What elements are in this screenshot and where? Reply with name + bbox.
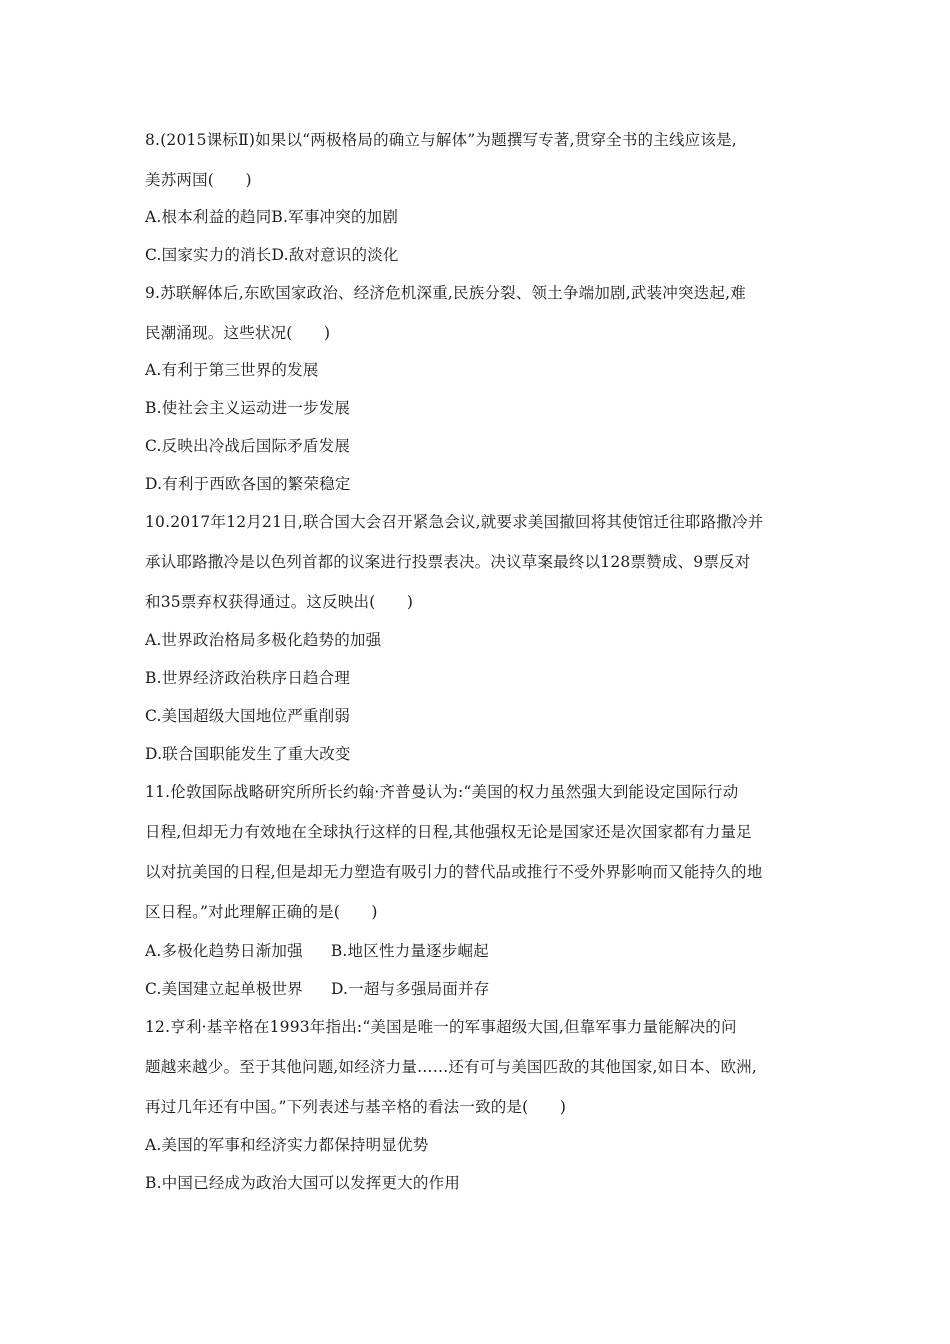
q11-stem-line-2: 日程,但却无力有效地在全球执行这样的日程,其他强权无论是国家还是次国家都有力量足: [145, 823, 752, 841]
q11-option-row-ab: [145, 941, 825, 961]
q12-stem-line-3: 再过几年还有中国。”下列表述与基辛格的看法一致的是( ): [145, 1098, 567, 1116]
q11-option-a: A.多极化趋势日渐加强: [145, 942, 303, 960]
q11-stem-line-1: 11.伦敦国际战略研究所所长约翰·齐普曼认为:“美国的权力虽然强大到能设定国际行动: [145, 783, 739, 801]
q9-option-d: D.有利于西欧各国的繁荣稳定: [145, 475, 351, 493]
q11-stem-line-4: 区日程。”对此理解正确的是( ): [145, 903, 378, 921]
q10-stem-line-2: 承认耶路撒冷是以色列首都的议案进行投票表决。决议草案最终以128票赞成、9票反对: [145, 553, 751, 571]
q12-option-b: B.中国已经成为政治大国可以发挥更大的作用: [145, 1174, 461, 1192]
q9-option-a: A.有利于第三世界的发展: [145, 361, 319, 379]
q11-option-c: C.美国建立起单极世界: [145, 980, 303, 998]
q9-stem-line-1: 9.苏联解体后,东欧国家政治、经济危机深重,民族分裂、领土争端加剧,武装冲突迭起,难: [145, 284, 746, 302]
q8-stem-line-1: 8.(2015课标Ⅱ)如果以“两极格局的确立与解体”为题撰写专著,贯穿全书的主线应该是,: [145, 131, 737, 149]
q12-option-a: A.美国的军事和经济实力都保持明显优势: [145, 1136, 429, 1154]
q11-option-row-cd: [145, 979, 825, 999]
q12-stem-line-1: 12.亨利·基辛格在1993年指出:“美国是唯一的军事超级大国,但靠军事力量能解决的问: [145, 1018, 737, 1036]
q8-stem-line-2: 美苏两国( ): [145, 171, 252, 189]
q10-option-c: C.美国超级大国地位严重削弱: [145, 707, 351, 725]
q10-option-b: B.世界经济政治秩序日趋合理: [145, 669, 351, 687]
q11-stem-line-3: 以对抗美国的日程,但是却无力塑造有吸引力的替代品或推行不受外界影响而又能持久的地: [145, 863, 763, 881]
q10-option-a: A.世界政治格局多极化趋势的加强: [145, 631, 382, 649]
q12-stem-line-2: 题越来越少。至于其他问题,如经济力量……还有可与美国匹敌的其他国家,如日本、欧洲,: [145, 1058, 757, 1076]
q8-option-ab: A.根本利益的趋同B.军事冲突的加剧: [145, 208, 399, 226]
q8-option-cd: C.国家实力的消长D.敌对意识的淡化: [145, 246, 399, 264]
q10-stem-line-3: 和35票弃权获得通过。这反映出( ): [145, 593, 414, 611]
q11-option-b: B.地区性力量逐步崛起: [330, 942, 489, 960]
q11-option-d: D.一超与多强局面并存: [330, 980, 490, 998]
q9-option-c: C.反映出冷战后国际矛盾发展: [145, 437, 351, 455]
q9-option-b: B.使社会主义运动进一步发展: [145, 399, 351, 417]
q9-stem-line-2: 民潮涌现。这些状况( ): [145, 324, 331, 342]
q10-option-d: D.联合国职能发生了重大改变: [145, 745, 351, 763]
q10-stem-line-1: 10.2017年12月21日,联合国大会召开紧急会议,就要求美国撤回将其使馆迁往耶路撒冷并: [145, 513, 764, 531]
